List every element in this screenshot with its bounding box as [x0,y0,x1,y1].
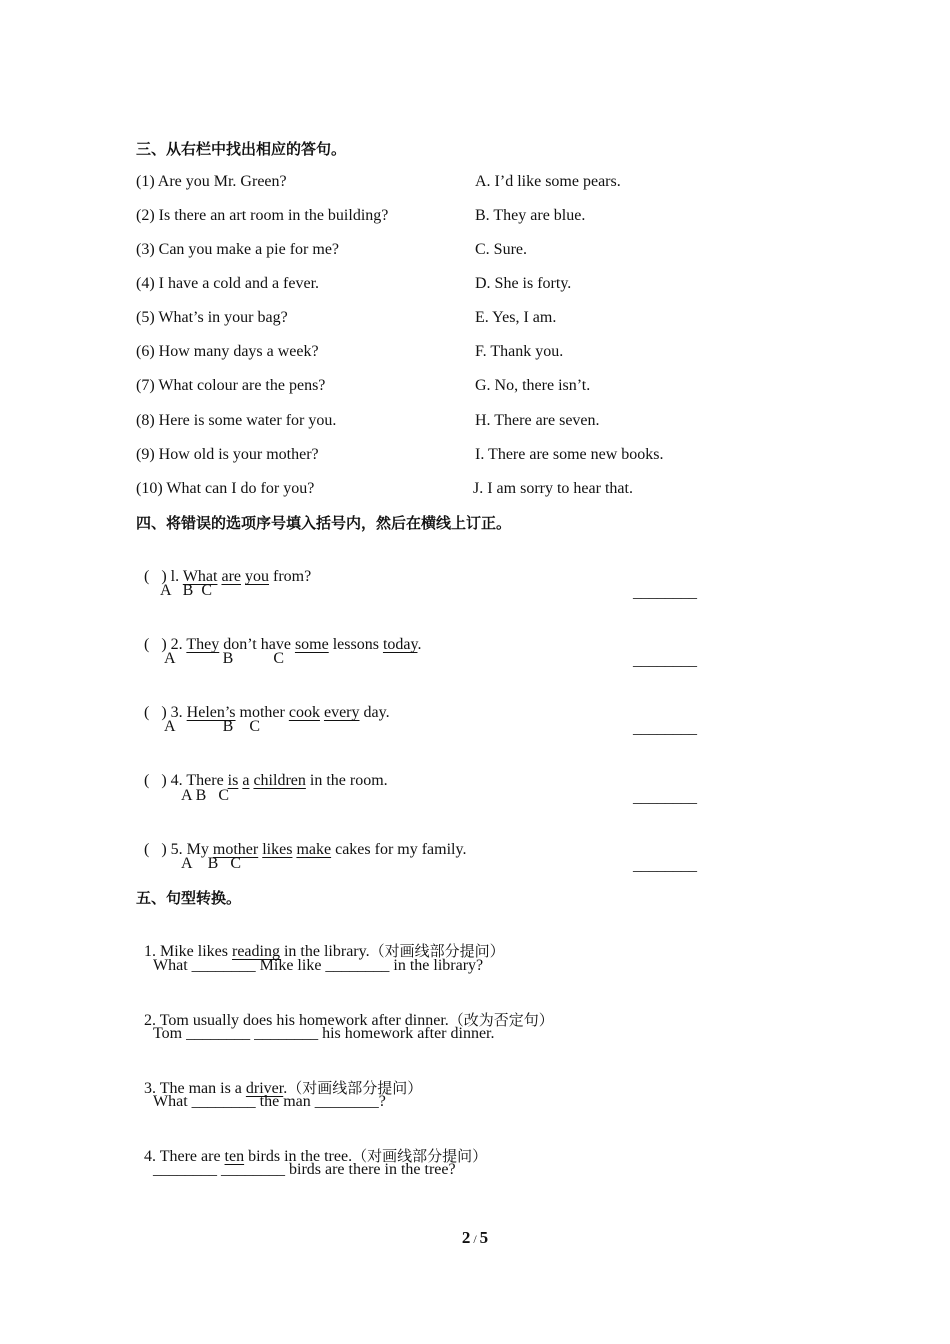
question-item: (2) Is there an art room in the building? [136,207,389,224]
error-item: ( ) 3. Helen’s mother cook every day. [144,704,390,721]
instruction-note: （改为否定句） [448,1011,554,1029]
answer-item: A. I’d like some pears. [475,173,621,190]
answer-item: E. Yes, I am. [475,309,557,326]
underlined-option: mother [212,841,259,858]
answer-line: What ________ the man ________? [153,1093,386,1110]
answer-item: I. There are some new books. [475,446,664,463]
option-letters: A B C [164,718,261,735]
question-item: (9) How old is your mother? [136,446,319,463]
underlined-word: ten [224,1148,245,1165]
question-item: (4) I have a cold and a fever. [136,275,320,292]
answer-line: What ________ Mike like ________ in the library? [153,957,484,974]
question-item: (8) Here is some water for you. [136,412,337,429]
underlined-option: cook [288,704,320,721]
transform-item: 3. The man is a driver.（对画线部分提问） [144,1079,423,1097]
correction-blank: ________ [633,857,697,874]
answer-line: ________ ________ birds are there in the tree? [153,1161,456,1178]
answer-item: H. There are seven. [475,412,600,429]
underlined-option: Helen’s [186,704,236,721]
instruction-note: （对画线部分提问） [287,1079,423,1097]
underlined-option: you [245,568,269,585]
answer-item: G. No, there isn’t. [475,377,591,394]
transform-item: 2. Tom usually does his homework after dinner.（改为否定句） [144,1011,554,1029]
instruction-note: （对画线部分提问） [369,942,505,960]
underlined-option: They [186,636,220,653]
answer-item: B. They are blue. [475,207,586,224]
error-item: ( ) 5. My mother likes make cakes for my family. [144,841,467,858]
underlined-option: some [294,636,329,653]
transform-item: 4. There are ten birds in the tree.（对画线部分提问） [144,1147,488,1165]
option-letters: A B C [181,855,242,872]
section4-title: 四、将错误的选项序号填入括号内，然后在横线上订正。 [136,514,512,532]
answer-item: C. Sure. [475,241,527,258]
option-letters: A B C [181,787,230,804]
answer-item: F. Thank you. [475,343,564,360]
answer-line: Tom ________ ________ his homework after dinner. [153,1025,495,1042]
error-item: ( ) l. What are you from? [144,568,312,585]
question-item: (3) Can you make a pie for me? [136,241,340,258]
question-item: (6) How many days a week? [136,343,319,360]
section3-title: 三、从右栏中找出相应的答句。 [136,140,347,158]
transform-item: 1. Mike likes reading in the library.（对画线部分提问） [144,942,505,960]
answer-item: J. I am sorry to hear that. [473,480,633,497]
error-item: ( ) 2. They don’t have some lessons today. [144,636,422,653]
question-item: (10) What can I do for you? [136,480,315,497]
underlined-option: make [296,841,332,858]
question-item: (1) Are you Mr. Green? [136,173,287,190]
correction-blank: ________ [633,789,697,806]
error-item: ( ) 4. There is a children in the room. [144,772,388,789]
instruction-note: （对画线部分提问） [352,1147,488,1165]
answer-item: D. She is forty. [475,275,572,292]
underlined-word: driver [245,1080,284,1097]
underlined-option: is [227,772,239,789]
underlined-option: a [242,772,250,789]
underlined-option: likes [262,841,293,858]
option-letters: A B C [160,582,213,599]
underlined-word: reading [232,943,280,960]
underlined-option: children [253,772,306,789]
option-letters: A B C [164,650,285,667]
correction-blank: ________ [633,584,697,601]
question-item: (7) What colour are the pens? [136,377,326,394]
correction-blank: ________ [633,720,697,737]
underlined-option: What [182,568,218,585]
underlined-option: every [323,704,360,721]
underlined-option: today [382,636,418,653]
underlined-option: are [221,568,241,585]
correction-blank: ________ [633,652,697,669]
section5-title: 五、句型转换。 [136,889,242,907]
question-item: (5) What’s in your bag? [136,309,288,326]
page-number: 2 / 5 [461,1228,489,1247]
